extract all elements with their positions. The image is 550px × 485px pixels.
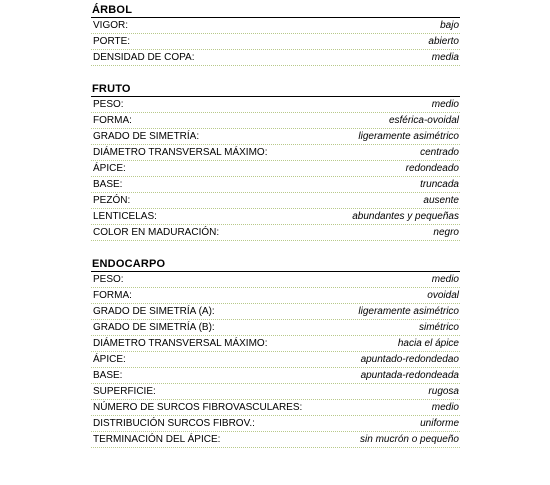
row-value: simétrico xyxy=(418,322,459,333)
row-label: PESO: xyxy=(93,274,124,285)
section-endocarpo xyxy=(91,258,460,448)
table-row xyxy=(91,432,460,448)
section-title: FRUTO xyxy=(91,83,460,97)
table-row xyxy=(91,193,460,209)
section-arbol xyxy=(91,4,460,66)
row-label: COLOR EN MADURACIÓN: xyxy=(93,227,220,238)
table-row xyxy=(91,320,460,336)
table-row xyxy=(91,177,460,193)
table-row xyxy=(91,384,460,400)
row-label: ÁPICE: xyxy=(93,354,126,365)
table-row xyxy=(91,209,460,225)
row-label: FORMA: xyxy=(93,290,132,301)
row-value: centrado xyxy=(420,147,459,158)
row-label: GRADO DE SIMETRÍA (A): xyxy=(93,306,215,317)
row-value: ausente xyxy=(423,195,459,206)
row-value: ligeramente asimétrico xyxy=(358,306,459,317)
row-value: uniforme xyxy=(420,418,459,429)
characteristics-sheet xyxy=(91,4,460,448)
row-label: ÁPICE: xyxy=(93,163,126,174)
row-label: DISTRIBUCIÓN SURCOS FIBROV.: xyxy=(93,418,255,429)
row-label: TERMINACIÓN DEL ÁPICE: xyxy=(93,434,221,445)
table-row xyxy=(91,97,460,113)
row-value: esférica-ovoidal xyxy=(388,115,459,126)
table-row xyxy=(91,161,460,177)
row-value: media xyxy=(431,52,459,63)
row-value: medio xyxy=(431,99,459,110)
section-fruto xyxy=(91,83,460,241)
table-row xyxy=(91,50,460,66)
row-label: GRADO DE SIMETRÍA: xyxy=(93,131,200,142)
table-row xyxy=(91,113,460,129)
row-label: FORMA: xyxy=(93,115,132,126)
row-value: hacia el ápice xyxy=(397,338,459,349)
table-row xyxy=(91,34,460,50)
row-value: abundantes y pequeñas xyxy=(352,211,459,222)
table-row xyxy=(91,304,460,320)
row-value: apuntado-redondedao xyxy=(360,354,459,365)
row-value: redondeado xyxy=(405,163,459,174)
row-label: VIGOR: xyxy=(93,20,129,31)
section-title: ÁRBOL xyxy=(91,4,460,18)
row-value: ovoidal xyxy=(427,290,459,301)
row-value: medio xyxy=(431,402,459,413)
row-label: NÚMERO DE SURCOS FIBROVASCULARES: xyxy=(93,402,303,413)
table-row xyxy=(91,336,460,352)
table-row xyxy=(91,129,460,145)
section-title: ENDOCARPO xyxy=(91,258,460,272)
row-label: GRADO DE SIMETRÍA (B): xyxy=(93,322,215,333)
row-value: bajo xyxy=(440,20,459,31)
row-label: BASE: xyxy=(93,370,123,381)
row-label: BASE: xyxy=(93,179,123,190)
row-value: ligeramente asimétrico xyxy=(358,131,459,142)
row-label: SUPERFICIE: xyxy=(93,386,156,397)
row-label: PEZÓN: xyxy=(93,195,131,206)
row-label: DENSIDAD DE COPA: xyxy=(93,52,195,63)
row-value: truncada xyxy=(420,179,459,190)
table-row xyxy=(91,145,460,161)
table-row xyxy=(91,368,460,384)
row-label: DIÁMETRO TRANSVERSAL MÁXIMO: xyxy=(93,147,268,158)
table-row xyxy=(91,225,460,241)
row-label: PORTE: xyxy=(93,36,131,47)
row-label: LENTICELAS: xyxy=(93,211,157,222)
row-label: DIÁMETRO TRANSVERSAL MÁXIMO: xyxy=(93,338,268,349)
row-value: medio xyxy=(431,274,459,285)
row-value: negro xyxy=(433,227,459,238)
table-row xyxy=(91,18,460,34)
row-value: sin mucrón o pequeño xyxy=(360,434,459,445)
table-row xyxy=(91,288,460,304)
table-row xyxy=(91,416,460,432)
row-value: rugosa xyxy=(428,386,459,397)
row-label: PESO: xyxy=(93,99,124,110)
table-row xyxy=(91,352,460,368)
row-value: abierto xyxy=(428,36,459,47)
row-value: apuntada-redondeada xyxy=(360,370,459,381)
table-row xyxy=(91,400,460,416)
table-row xyxy=(91,272,460,288)
